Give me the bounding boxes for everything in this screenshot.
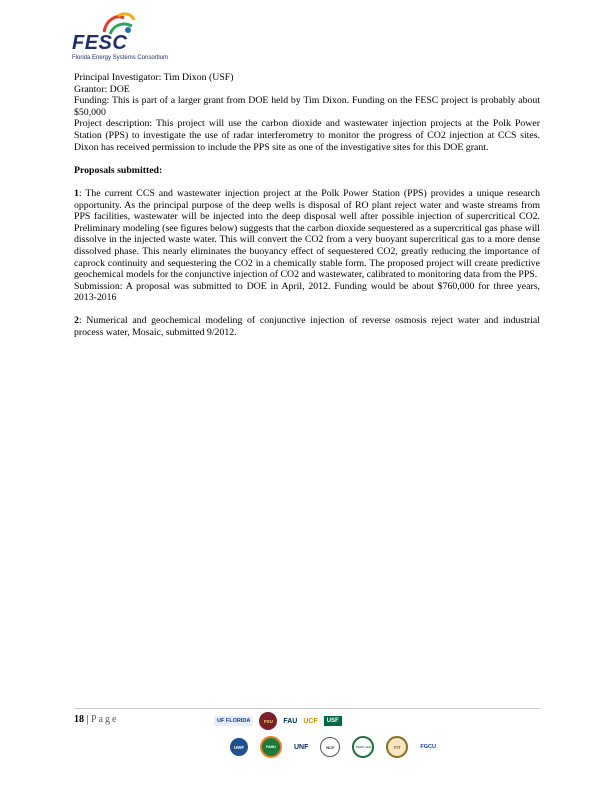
ncf-seal: [320, 737, 340, 757]
fsu-logo-text: FSU: [263, 718, 273, 724]
proposal-2-text: : Numerical and geochemical modeling of conjunctive injection of reverse osmosis reject water and industrial process water, Mosaic, submitted 9/2012.: [74, 315, 540, 339]
uwf-logo-text: UWF: [233, 744, 245, 750]
page-separator: |: [84, 714, 92, 725]
principal-investigator: Principal Investigator: Tim Dixon (USF): [74, 72, 234, 83]
uwf-logo: [230, 738, 248, 756]
fesc-logo: [70, 12, 220, 60]
famu-seal: [260, 736, 282, 758]
proposal-1-paragraph: [74, 188, 540, 281]
funding-paragraph: Funding: This is part of a larger grant from DOE held by Tim Dixon. Funding on the FESC project is probably about $50,000: [74, 95, 540, 118]
fit-seal: [386, 736, 408, 758]
document-body: [74, 72, 540, 339]
page-number-value: 18: [74, 714, 84, 725]
logo-word: FESC: [72, 32, 128, 54]
logo-subtitle: Florida Energy Systems Consortium: [72, 55, 169, 61]
footer-divider: [74, 708, 540, 709]
university-logos-row-2: [230, 736, 436, 758]
fit-seal-text: FIT: [394, 744, 401, 750]
ucf-logo: UCF: [303, 717, 318, 725]
famu-seal-text: FAMU: [266, 745, 276, 749]
proposal-1-submission: Submission: A proposal was submitted to DOE in April, 2012. Funding would be about $760,000 for three years, 2013-2016: [74, 280, 540, 304]
university-logos-row-1: [214, 712, 342, 730]
page-label: Page: [91, 714, 119, 725]
fau-logo: FAU: [283, 717, 298, 725]
proposal-1-number: 1: [74, 187, 79, 199]
fsu-logo: [259, 712, 277, 730]
proposals-heading: Proposals submitted:: [74, 164, 163, 176]
grantor: Grantor: DOE: [74, 83, 130, 95]
unf-logo: UNF: [294, 743, 309, 751]
proposal-1-text: : The current CCS and wastewater injection project at the Polk Power Station (PPS) provides a unique research opportunity. As the principal purpose of the deep wells is disposal of RO plant reject water and waste streams from PPS facilities, wastewater will be injected into the deep disposal well after possible injection of supercritical CO2. Preliminary modeling (see figures below) suggests that the carbon dioxide sequestered as a supercritical gas phase will dissolve in the injected waste water. This will convert the CO2 from a very buoyant supercritical gas to a more dense dissolved phase. This nearly eliminates the buoyancy effect of sequestered CO2, greatly reducing the importance of caprock continuity and sequestering the CO2 in a chemically stable form. The proposed project will create predictive geochemical models for the conjunctive injection of CO2 and wastewater, calibrated to monitoring data from the PPS.: [74, 187, 540, 281]
usf-logo: USF: [324, 716, 342, 726]
page-number: [74, 714, 118, 725]
fgcu-seal: [352, 736, 374, 758]
proposal-2-paragraph: [74, 315, 540, 338]
project-description-paragraph: Project description: This project will use the carbon dioxide and wastewater injection projects at the Polk Power Station (PPS) to investigate the use of radar interferometry to monitor the progress of CO2 injection at CCS sites. Dixon has received permission to include the PPS site as one of the investigative sites for this DOE grant.: [74, 118, 540, 153]
ncf-seal-text: NCF: [326, 744, 335, 750]
fgcu-logo: FGCU: [420, 744, 436, 750]
uf-logo: UF FLORIDA: [214, 716, 253, 726]
fgcu-seal-text: FGCU seal: [355, 745, 371, 749]
proposal-2-number: 2: [74, 315, 79, 327]
